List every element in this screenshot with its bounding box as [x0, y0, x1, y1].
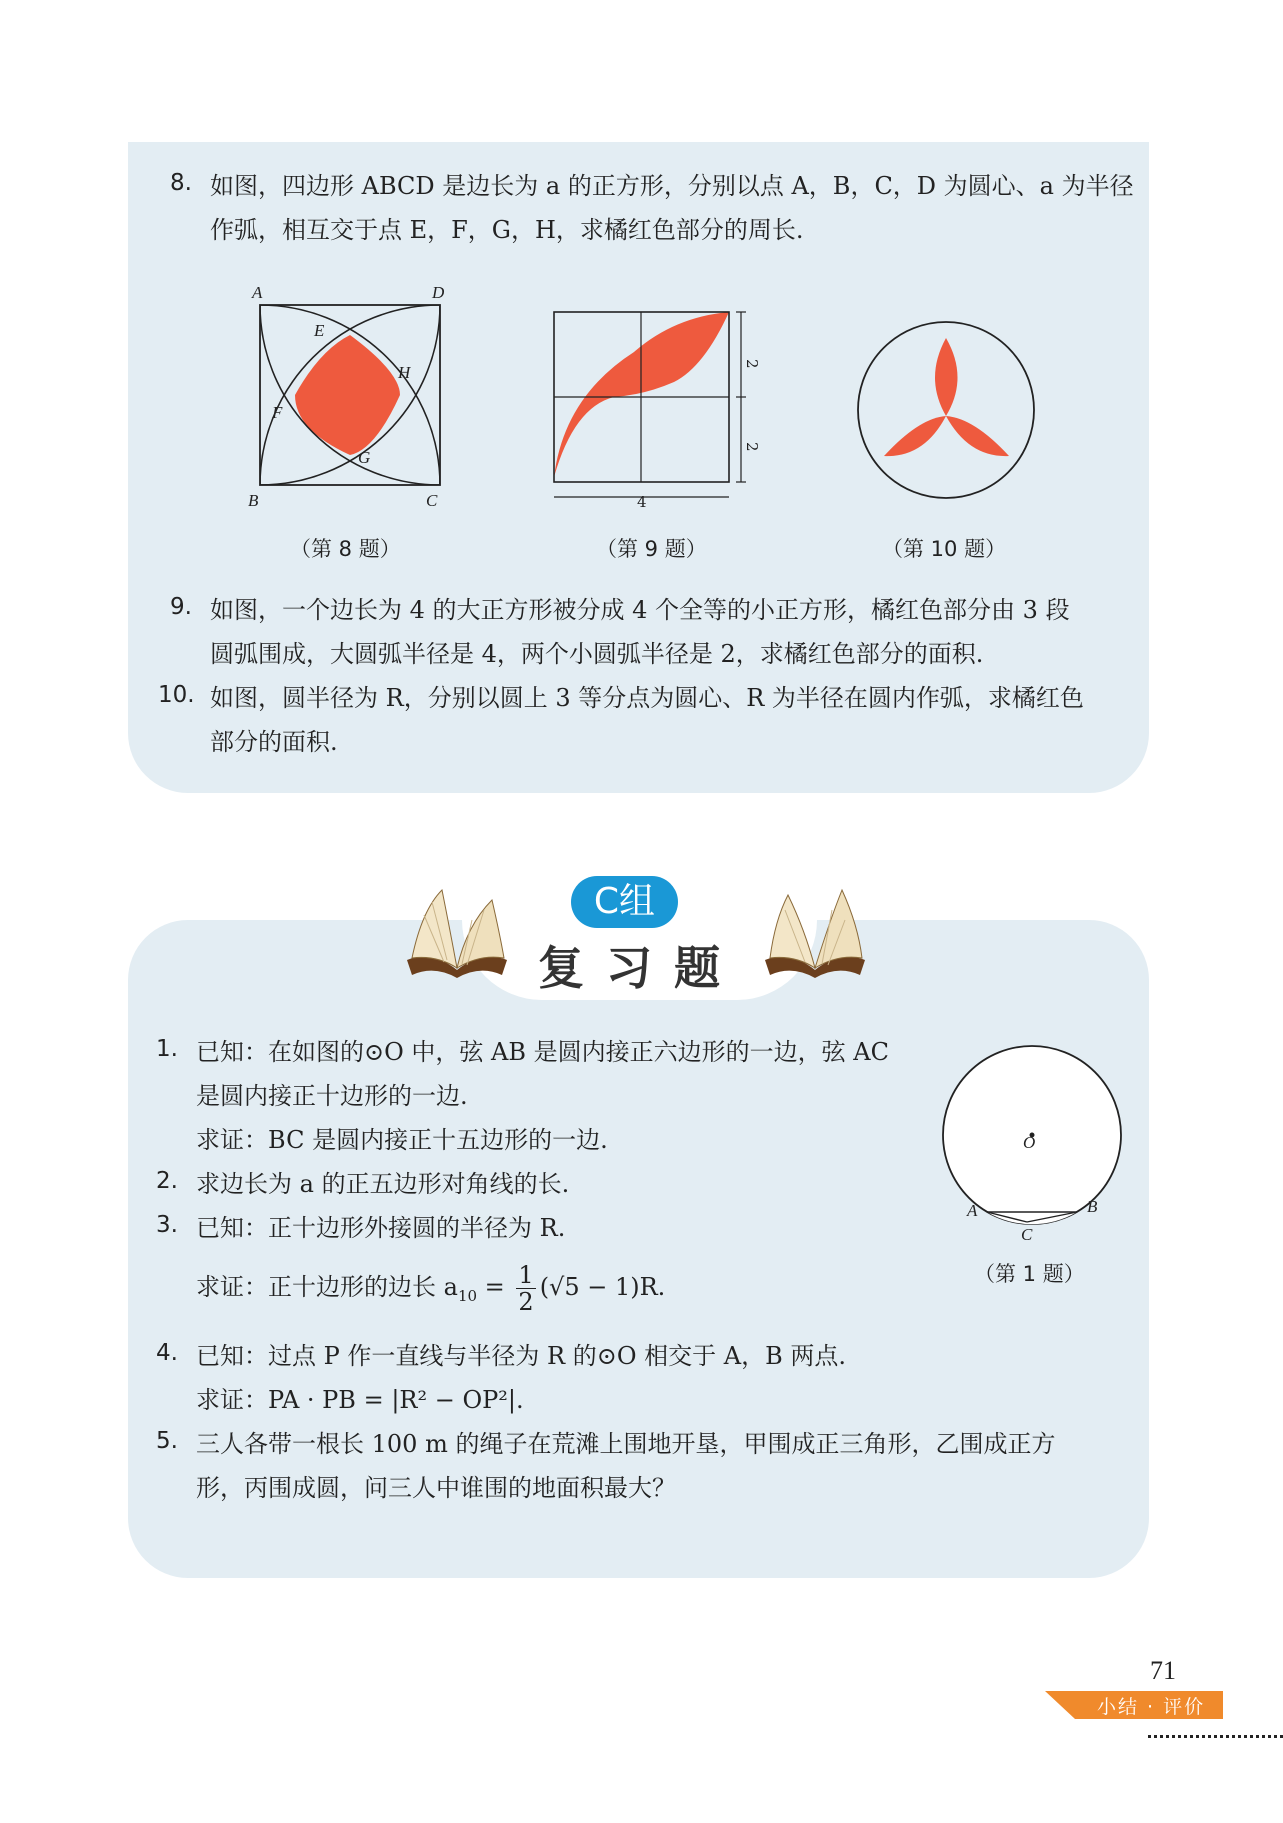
- figure-10-petals: [884, 338, 1009, 456]
- review-4-text: 已知：过点 P 作一直线与半径为 R 的⊙O 相交于 A，B 两点. 求证：PA · PB = |R² − OP²|.: [196, 1342, 847, 1414]
- figure-8-orange-region: [295, 335, 400, 455]
- review-5-number: 5.: [156, 1428, 178, 1454]
- review-3-number: 3.: [156, 1212, 178, 1238]
- problem-9-text: 如图，一个边长为 4 的大正方形被分成 4 个全等的小正方形，橘红色部分由 3 段 圆弧围成，大圆弧半径是 4，两个小圆弧半径是 2，求橘红色部分的面积.: [210, 596, 1070, 668]
- problem-8-number: 8.: [170, 170, 192, 196]
- caption-review-fig-1: （第 1 题）: [974, 1262, 1085, 1286]
- review-1-text: 已知：在如图的⊙O 中，弦 AB 是圆内接正六边形的一边，弦 AC 是圆内接正十边形的一边. 求证：BC 是圆内接正十五边形的一边.: [196, 1038, 889, 1154]
- review-5-text: 三人各带一根长 100 m 的绳子在荒滩上围地开垦，甲围成正三角形，乙围成正方 形，丙围成圆，问三人中谁围的地面积最大？: [196, 1430, 1056, 1502]
- section-badge: C组: [571, 876, 678, 928]
- problem-9-number: 9.: [170, 594, 192, 620]
- review-3-text: 已知：正十边形外接圆的半径为 R.: [196, 1214, 566, 1242]
- label-G: G: [358, 448, 371, 467]
- label-A: A: [967, 1201, 978, 1220]
- problem-10-text: 如图，圆半径为 R，分别以圆上 3 等分点为圆心、R 为半径在圆内作弧，求橘红色 部分的面积.: [210, 684, 1084, 756]
- figure-8-diagram: [240, 280, 445, 510]
- problem-8-text: 如图，四边形 ABCD 是边长为 a 的正方形，分别以点 A，B，C，D 为圆心、a 为半径 作弧，相互交于点 E，F，G，H，求橘红色部分的周长.: [210, 172, 1134, 244]
- figure-9-diagram: [554, 307, 764, 511]
- label-B: B: [1087, 1197, 1098, 1216]
- fraction-one-half: $\frac{1}{2}$: [518, 1261, 534, 1316]
- label-A: A: [252, 283, 263, 302]
- label-D: D: [432, 283, 445, 302]
- dim-top-right: 2: [743, 359, 761, 369]
- figure-10-diagram: [854, 318, 1039, 503]
- footer-dotted-line: [1148, 1735, 1283, 1738]
- review-2-text: 求边长为 a 的正五边形对角线的长.: [196, 1170, 570, 1198]
- review-3-proof: 求证：正十边形的边长 $a_{10}$ = $\frac{1}{2}$ (√5 − 1)R.: [196, 1261, 666, 1316]
- review-4-number: 4.: [156, 1340, 178, 1366]
- review-figure-1-diagram: [935, 1040, 1135, 1270]
- section-tag-label: 小结 · 评价: [1097, 1696, 1206, 1718]
- caption-fig-9: （第 9 题）: [596, 537, 707, 561]
- dim-bottom-right: 2: [743, 442, 761, 452]
- review-2-number: 2.: [156, 1168, 178, 1194]
- dim-bottom: 4: [637, 493, 647, 511]
- label-O: O: [1023, 1133, 1036, 1152]
- label-C: C: [1021, 1225, 1033, 1244]
- caption-fig-10: （第 10 题）: [882, 537, 1007, 561]
- label-F: F: [272, 403, 283, 422]
- caption-fig-8: （第 8 题）: [290, 537, 401, 561]
- page-number: 71: [1150, 1656, 1176, 1685]
- review-1-number: 1.: [156, 1036, 178, 1062]
- problem-10-number: 10.: [158, 682, 195, 708]
- label-H: H: [398, 363, 411, 382]
- label-C: C: [426, 491, 438, 510]
- label-E: E: [314, 321, 325, 340]
- section-title: 复习题: [538, 941, 742, 995]
- label-B: B: [248, 491, 259, 510]
